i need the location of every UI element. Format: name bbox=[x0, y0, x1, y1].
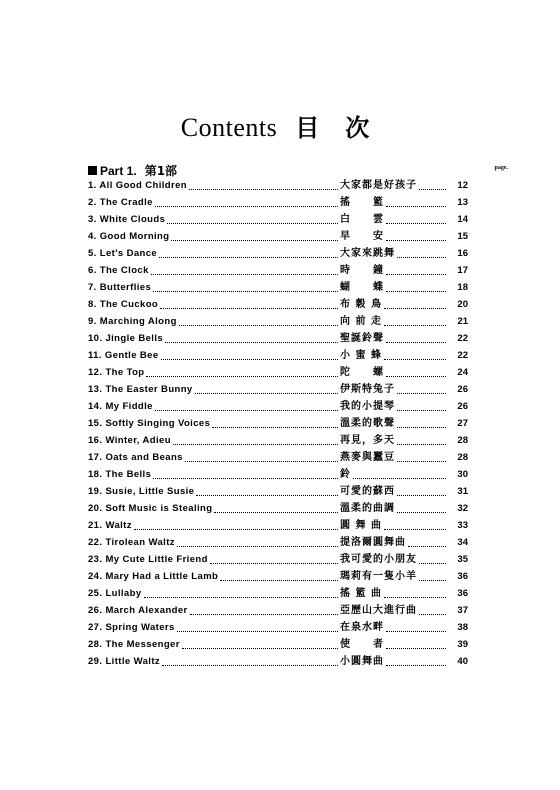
dot-leader bbox=[182, 640, 338, 649]
dot-leader bbox=[190, 606, 338, 615]
dot-leader bbox=[397, 453, 446, 462]
dot-leader bbox=[386, 623, 446, 632]
dot-leader bbox=[160, 300, 338, 309]
dot-leader bbox=[159, 249, 338, 258]
contents-entry[interactable] bbox=[88, 517, 508, 534]
entry-english-cell bbox=[88, 568, 340, 585]
contents-entry[interactable] bbox=[88, 228, 508, 245]
contents-entry[interactable] bbox=[88, 211, 508, 228]
dot-leader bbox=[353, 470, 446, 479]
entry-english-title: 19. Susie, Little Susie bbox=[88, 486, 195, 497]
contents-entry[interactable] bbox=[88, 398, 508, 415]
dot-leader bbox=[397, 487, 446, 496]
entry-chinese-cell bbox=[340, 432, 448, 449]
dot-leader bbox=[151, 266, 338, 275]
entry-english-cell bbox=[88, 228, 340, 245]
dot-leader bbox=[185, 453, 338, 462]
entry-chinese-title: 大家都是好孩子 bbox=[340, 180, 417, 191]
contents-entry[interactable] bbox=[88, 313, 508, 330]
entry-english-title: 8. The Cuckoo bbox=[88, 299, 159, 310]
entry-chinese-title: 圓 舞 曲 bbox=[340, 520, 382, 531]
entry-page-number: 22 bbox=[457, 350, 468, 361]
entry-english-title: 1. All Good Children bbox=[88, 180, 187, 191]
entry-english-cell bbox=[88, 466, 340, 483]
entry-chinese-title: 小圓舞曲 bbox=[340, 656, 384, 667]
entry-chinese-cell bbox=[340, 296, 448, 313]
entry-page-number: 12 bbox=[457, 180, 468, 191]
entry-english-cell bbox=[88, 313, 340, 330]
entry-chinese-title: 再見，多天 bbox=[340, 435, 395, 446]
entry-chinese-cell bbox=[340, 228, 448, 245]
entry-english-cell bbox=[88, 432, 340, 449]
entry-english-title: 21. Waltz bbox=[88, 520, 132, 531]
contents-entry[interactable] bbox=[88, 466, 508, 483]
dot-leader bbox=[161, 351, 338, 360]
dot-leader bbox=[155, 198, 338, 207]
entry-chinese-title: 我的小提琴 bbox=[340, 401, 395, 412]
page-title bbox=[0, 108, 560, 143]
entry-chinese-title: 白 雲 bbox=[340, 214, 384, 225]
dot-leader bbox=[397, 249, 446, 258]
entry-chinese-cell bbox=[340, 381, 448, 398]
entry-chinese-cell bbox=[340, 534, 448, 551]
contents-entry[interactable] bbox=[88, 262, 508, 279]
part-label: Part 1. bbox=[100, 164, 137, 178]
entry-english-cell bbox=[88, 653, 340, 670]
entry-english-title: 16. Winter, Adieu bbox=[88, 435, 171, 446]
dot-leader bbox=[189, 181, 338, 190]
dot-leader bbox=[384, 300, 446, 309]
dot-leader bbox=[384, 589, 446, 598]
contents-entry[interactable] bbox=[88, 330, 508, 347]
entry-chinese-cell bbox=[340, 551, 448, 568]
contents-entry[interactable] bbox=[88, 177, 508, 194]
dot-leader bbox=[153, 470, 338, 479]
entry-page-number: 34 bbox=[457, 537, 468, 548]
dot-leader bbox=[386, 334, 446, 343]
dot-leader bbox=[386, 198, 446, 207]
entry-chinese-title: 鈴 bbox=[340, 469, 351, 480]
dot-leader bbox=[212, 419, 338, 428]
dot-leader bbox=[177, 623, 338, 632]
entry-page-number: 14 bbox=[457, 214, 468, 225]
entry-chinese-cell bbox=[340, 449, 448, 466]
entry-english-title: 6. The Clock bbox=[88, 265, 149, 276]
contents-entry[interactable] bbox=[88, 585, 508, 602]
entry-page-number: 27 bbox=[457, 418, 468, 429]
dot-leader bbox=[419, 555, 446, 564]
entry-english-title: 24. Mary Had a Little Lamb bbox=[88, 571, 219, 582]
entry-english-title: 18. The Bells bbox=[88, 469, 152, 480]
entry-chinese-title: 陀 螺 bbox=[340, 367, 384, 378]
entry-page-number: 39 bbox=[457, 639, 468, 650]
entry-english-title: 11. Gentle Bee bbox=[88, 350, 159, 361]
entry-page-number: 28 bbox=[457, 435, 468, 446]
entry-chinese-cell bbox=[340, 653, 448, 670]
dot-leader bbox=[144, 589, 338, 598]
entry-english-cell bbox=[88, 517, 340, 534]
dot-leader bbox=[134, 521, 338, 530]
entry-page-number: 17 bbox=[457, 265, 468, 276]
square-bullet-icon bbox=[88, 166, 97, 175]
entry-chinese-title: 搖 籃 bbox=[340, 197, 384, 208]
entry-english-title: 29. Little Waltz bbox=[88, 656, 161, 667]
title-english: Contents bbox=[180, 113, 278, 142]
dot-leader bbox=[220, 572, 338, 581]
entry-page-number: 22 bbox=[457, 333, 468, 344]
entry-chinese-title: 時 鐘 bbox=[340, 265, 384, 276]
entry-english-title: 22. Tirolean Waltz bbox=[88, 537, 175, 548]
dot-leader bbox=[397, 504, 446, 513]
dot-leader bbox=[386, 215, 446, 224]
entry-chinese-cell bbox=[340, 364, 448, 381]
contents-entry[interactable] bbox=[88, 194, 508, 211]
entry-english-title: 13. The Easter Bunny bbox=[88, 384, 193, 395]
entry-english-cell bbox=[88, 415, 340, 432]
entry-chinese-cell bbox=[340, 619, 448, 636]
entry-chinese-title: 瑪莉有一隻小羊 bbox=[340, 571, 417, 582]
entry-english-cell bbox=[88, 194, 340, 211]
entry-chinese-cell bbox=[340, 313, 448, 330]
entry-page-number: 37 bbox=[457, 605, 468, 616]
entry-english-cell bbox=[88, 177, 340, 194]
entry-page-number: 26 bbox=[457, 401, 468, 412]
dot-leader bbox=[397, 419, 446, 428]
entry-chinese-cell bbox=[340, 262, 448, 279]
contents-entry[interactable] bbox=[88, 245, 508, 262]
dot-leader bbox=[196, 487, 338, 496]
entry-chinese-cell bbox=[340, 279, 448, 296]
contents-entry[interactable] bbox=[88, 483, 508, 500]
entry-chinese-title: 可愛的蘇西 bbox=[340, 486, 395, 497]
part-label-chinese: 第1部 bbox=[144, 164, 178, 178]
contents-entry[interactable] bbox=[88, 534, 508, 551]
entry-chinese-title: 亞歷山大進行曲 bbox=[340, 605, 417, 616]
entry-page-number: 26 bbox=[457, 384, 468, 395]
entry-page-number: 28 bbox=[457, 452, 468, 463]
contents-entry[interactable] bbox=[88, 381, 508, 398]
dot-leader bbox=[386, 368, 446, 377]
dot-leader bbox=[384, 351, 446, 360]
entry-chinese-cell bbox=[340, 500, 448, 517]
page-column-label: page. bbox=[494, 165, 508, 171]
dot-leader bbox=[167, 215, 338, 224]
entry-english-cell bbox=[88, 262, 340, 279]
contents-list bbox=[88, 177, 508, 670]
entry-english-cell bbox=[88, 347, 340, 364]
entry-english-cell bbox=[88, 636, 340, 653]
contents-entry[interactable] bbox=[88, 347, 508, 364]
part-header bbox=[88, 162, 508, 178]
entry-english-title: 25. Lullaby bbox=[88, 588, 142, 599]
entry-english-cell bbox=[88, 398, 340, 415]
entry-chinese-title: 溫柔的歌聲 bbox=[340, 418, 395, 429]
dot-leader bbox=[386, 266, 446, 275]
dot-leader bbox=[384, 521, 446, 530]
dot-leader bbox=[397, 402, 446, 411]
entry-chinese-title: 聖誕鈴聲 bbox=[340, 333, 384, 344]
dot-leader bbox=[419, 572, 446, 581]
entry-chinese-cell bbox=[340, 585, 448, 602]
entry-chinese-title: 大家來跳舞 bbox=[340, 248, 395, 259]
entry-page-number: 36 bbox=[457, 571, 468, 582]
dot-leader bbox=[397, 385, 446, 394]
entry-english-title: 23. My Cute Little Friend bbox=[88, 554, 208, 565]
entry-chinese-title: 布 穀 鳥 bbox=[340, 299, 382, 310]
entry-page-number: 21 bbox=[457, 316, 468, 327]
entry-chinese-title: 我可愛的小朋友 bbox=[340, 554, 417, 565]
entry-english-cell bbox=[88, 619, 340, 636]
dot-leader bbox=[386, 640, 446, 649]
contents-entry[interactable] bbox=[88, 364, 508, 381]
entry-chinese-title: 伊斯特兔子 bbox=[340, 384, 395, 395]
entry-page-number: 33 bbox=[457, 520, 468, 531]
entry-english-cell bbox=[88, 551, 340, 568]
dot-leader bbox=[210, 555, 338, 564]
contents-entry[interactable] bbox=[88, 602, 508, 619]
entry-english-title: 12. The Top bbox=[88, 367, 145, 378]
entry-chinese-title: 早 安 bbox=[340, 231, 384, 242]
entry-chinese-title: 在泉水畔 bbox=[340, 622, 384, 633]
dot-leader bbox=[384, 317, 446, 326]
entry-chinese-cell bbox=[340, 347, 448, 364]
entry-chinese-cell bbox=[340, 194, 448, 211]
entry-chinese-cell bbox=[340, 415, 448, 432]
entry-english-cell bbox=[88, 381, 340, 398]
entry-english-title: 10. Jingle Bells bbox=[88, 333, 164, 344]
contents-entry[interactable] bbox=[88, 415, 508, 432]
entry-page-number: 16 bbox=[457, 248, 468, 259]
entry-english-title: 3. White Clouds bbox=[88, 214, 166, 225]
dot-leader bbox=[386, 283, 446, 292]
entry-chinese-title: 小 蜜 蜂 bbox=[340, 350, 382, 361]
entry-chinese-title: 溫柔的曲調 bbox=[340, 503, 395, 514]
contents-entry[interactable] bbox=[88, 653, 508, 670]
entry-english-cell bbox=[88, 500, 340, 517]
entry-english-title: 26. March Alexander bbox=[88, 605, 188, 616]
dot-leader bbox=[408, 538, 446, 547]
entry-english-title: 4. Good Morning bbox=[88, 231, 170, 242]
entry-page-number: 31 bbox=[457, 486, 468, 497]
entry-chinese-cell bbox=[340, 483, 448, 500]
entry-english-cell bbox=[88, 279, 340, 296]
entry-english-cell bbox=[88, 602, 340, 619]
entry-english-title: 14. My Fiddle bbox=[88, 401, 153, 412]
dot-leader bbox=[171, 232, 338, 241]
entry-chinese-cell bbox=[340, 211, 448, 228]
entry-chinese-title: 蝴 蝶 bbox=[340, 282, 384, 293]
entry-english-cell bbox=[88, 211, 340, 228]
entry-chinese-cell bbox=[340, 466, 448, 483]
dot-leader bbox=[153, 283, 338, 292]
entry-english-cell bbox=[88, 534, 340, 551]
dot-leader bbox=[195, 385, 338, 394]
entry-english-cell bbox=[88, 483, 340, 500]
contents-entry[interactable] bbox=[88, 500, 508, 517]
entry-english-cell bbox=[88, 245, 340, 262]
entry-page-number: 13 bbox=[457, 197, 468, 208]
contents-entry[interactable] bbox=[88, 296, 508, 313]
dot-leader bbox=[179, 317, 338, 326]
entry-english-title: 9. Marching Along bbox=[88, 316, 177, 327]
dot-leader bbox=[214, 504, 338, 513]
entry-page-number: 18 bbox=[457, 282, 468, 293]
entry-chinese-title: 使 者 bbox=[340, 639, 384, 650]
contents-entry[interactable] bbox=[88, 619, 508, 636]
entry-page-number: 36 bbox=[457, 588, 468, 599]
entry-english-cell bbox=[88, 449, 340, 466]
entry-chinese-cell bbox=[340, 568, 448, 585]
entry-english-title: 15. Softly Singing Voices bbox=[88, 418, 211, 429]
entry-english-title: 17. Oats and Beans bbox=[88, 452, 183, 463]
entry-chinese-cell bbox=[340, 636, 448, 653]
entry-page-number: 35 bbox=[457, 554, 468, 565]
dot-leader bbox=[419, 606, 446, 615]
dot-leader bbox=[386, 232, 446, 241]
entry-page-number: 38 bbox=[457, 622, 468, 633]
contents-entry[interactable] bbox=[88, 449, 508, 466]
entry-english-title: 27. Spring Waters bbox=[88, 622, 175, 633]
entry-english-title: 7. Butterflies bbox=[88, 282, 152, 293]
entry-chinese-cell bbox=[340, 245, 448, 262]
contents-entry[interactable] bbox=[88, 568, 508, 585]
entry-english-cell bbox=[88, 364, 340, 381]
entry-english-cell bbox=[88, 585, 340, 602]
entry-english-title: 28. The Messenger bbox=[88, 639, 180, 650]
entry-english-cell bbox=[88, 296, 340, 313]
entry-page-number: 30 bbox=[457, 469, 468, 480]
entry-chinese-cell bbox=[340, 398, 448, 415]
entry-chinese-title: 向 前 走 bbox=[340, 316, 382, 327]
entry-chinese-cell bbox=[340, 517, 448, 534]
title-chinese: 目 次 bbox=[295, 116, 380, 142]
dot-leader bbox=[162, 657, 338, 666]
entry-page-number: 24 bbox=[457, 367, 468, 378]
contents-entry[interactable] bbox=[88, 551, 508, 568]
entry-page-number: 20 bbox=[457, 299, 468, 310]
entry-chinese-title: 搖 籃 曲 bbox=[340, 588, 382, 599]
entry-english-title: 2. The Cradle bbox=[88, 197, 153, 208]
entry-english-title: 5. Let's Dance bbox=[88, 248, 158, 259]
entry-chinese-title: 燕麥與蠶豆 bbox=[340, 452, 395, 463]
entry-page-number: 15 bbox=[457, 231, 468, 242]
entry-chinese-cell bbox=[340, 177, 448, 194]
dot-leader bbox=[397, 436, 446, 445]
dot-leader bbox=[165, 334, 338, 343]
dot-leader bbox=[146, 368, 338, 377]
entry-page-number: 40 bbox=[457, 656, 468, 667]
entry-chinese-title: 提洛爾圓舞曲 bbox=[340, 537, 406, 548]
contents-entry[interactable] bbox=[88, 279, 508, 296]
entry-chinese-cell bbox=[340, 330, 448, 347]
entry-chinese-cell bbox=[340, 602, 448, 619]
dot-leader bbox=[386, 657, 446, 666]
dot-leader bbox=[173, 436, 338, 445]
dot-leader bbox=[177, 538, 338, 547]
entry-english-title: 20. Soft Music is Stealing bbox=[88, 503, 213, 514]
dot-leader bbox=[155, 402, 338, 411]
contents-entry[interactable] bbox=[88, 636, 508, 653]
dot-leader bbox=[419, 181, 446, 190]
entry-english-cell bbox=[88, 330, 340, 347]
entry-page-number: 32 bbox=[457, 503, 468, 514]
contents-entry[interactable] bbox=[88, 432, 508, 449]
